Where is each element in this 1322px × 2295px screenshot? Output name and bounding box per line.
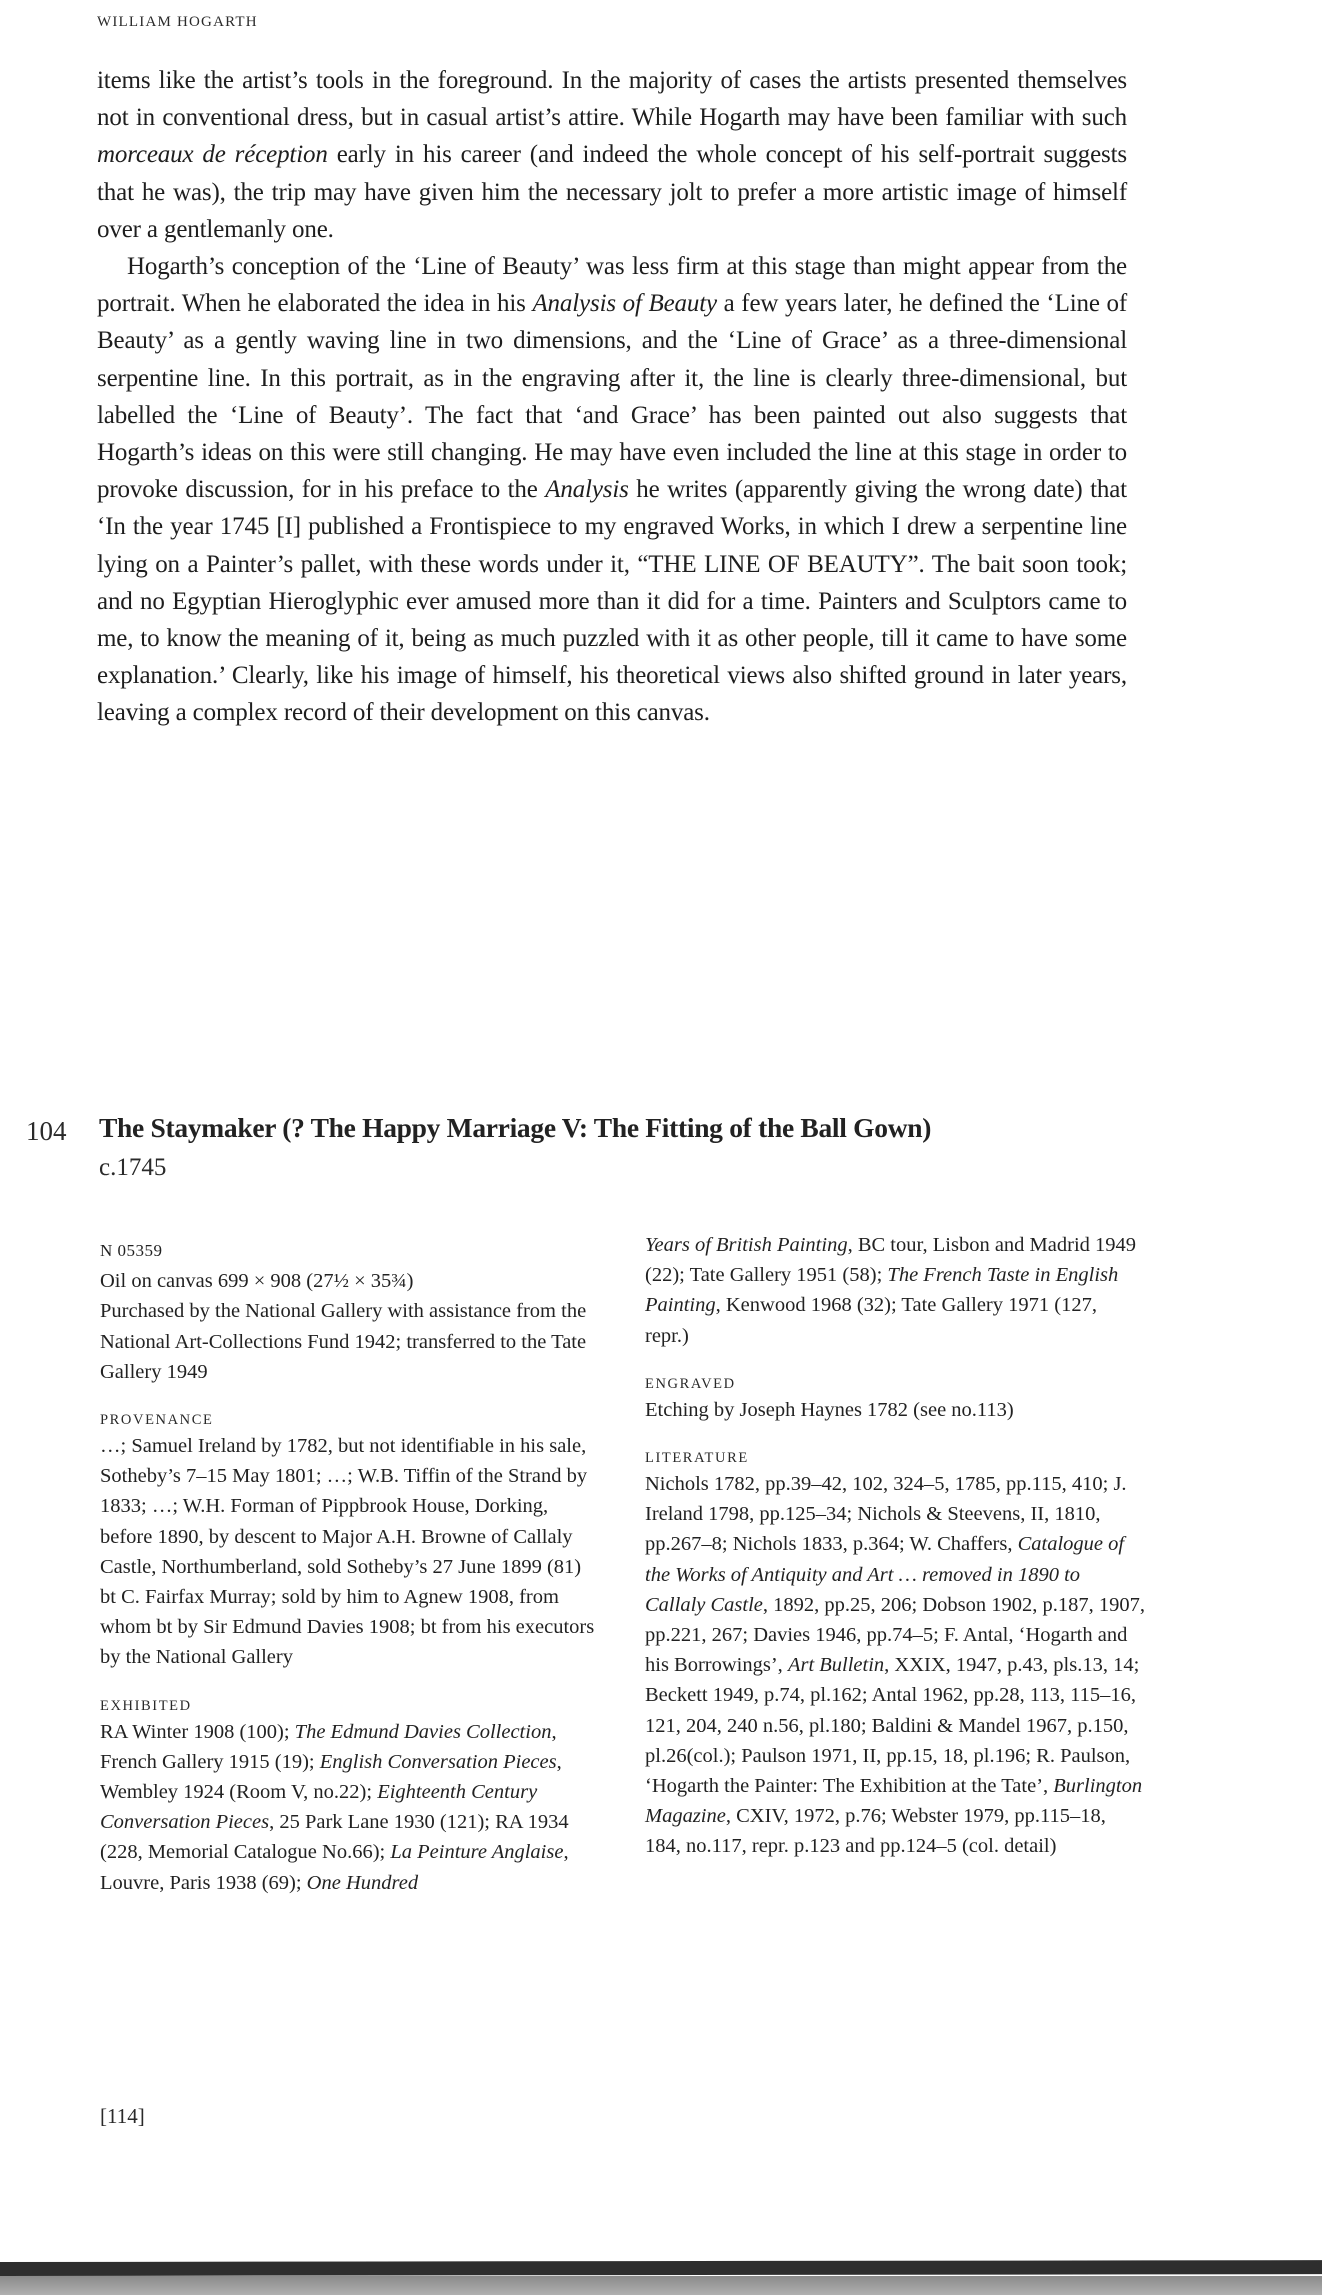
page-number: [114] [100, 2104, 145, 2128]
entry-column-left [100, 1236, 600, 1898]
text-run: , Louvre, Paris 1938 (69); [100, 1841, 569, 1894]
italic-text: Burlington Magazine [645, 1775, 1143, 1828]
italic-text: The Edmund Davies Collection [294, 1720, 552, 1743]
text-run: …; Samuel Ireland by 1782, but not identifiable in his sale, Sotheby’s 7–15 May 1801; …; W.B. Tiffin of the Strand by 1833; …; W.H. Forman of Pippbrook House, Dorking, before 1890, by descent to Major A.H. Browne of Callaly Castle, Northumberland, sold Sotheby’s 27 June 1899 (81) bt C. Fairfax Murray; sold by him to Agnew 1908, from whom bt by Sir Edmund Davies 1908; bt from his executors by the National Gallery [100, 1435, 595, 1669]
engraved-text [645, 1395, 1145, 1425]
italic-text: Art Bulletin [787, 1654, 885, 1677]
text-run: a few years later, he defined the ‘Line of Beauty’ as a gently waving line in two dimensions, and the ‘Line of Grace’ as a three-dimensional serpentine line. In this portrait, as in the engraving after it, the line is clearly three-dimensional, but labelled the ‘Line of Beauty’. The fact that ‘and Grace’ has been painted out also suggests that Hogarth’s ideas on this were still changing. He may have even included the line at this stage in order to provoke discussion, for in his preface to the [97, 290, 1127, 504]
text-run: items like the artist’s tools in the foreground. In the majority of cases the artists presented themselves not in conventional dress, but in casual artist’s attire. While Hogarth may have been familiar with such [97, 67, 1127, 132]
text-run: , XXIX, 1947, p.43, pls.13, 14; Beckett 1949, p.74, pl.162; Antal 1962, pp.28, 113, 115–16, 121, 204, 240 n.56, pl.180; Baldini & Mandel 1967, p.150, pl.26(col.); Paulson 1971, II, pp.15, 18, pl.196; R. Paulson, ‘Hogarth the Painter: The Exhibition at the Tate’, [645, 1654, 1140, 1798]
provenance-label: PROVENANCE [100, 1412, 214, 1429]
text-run: , 1892, pp.25, 206; Dobson 1902, p.187, 1907, pp.221, 267; Davies 1946, pp.74–5; F. Antal, ‘Hogarth and his Borrowings’, [645, 1593, 1145, 1677]
italic-text: Analysis [545, 476, 629, 504]
catalogue-number: N 05359 [100, 1241, 163, 1260]
medium-dimensions: Oil on canvas 699 × 908 (27½ × 35¾) [100, 1270, 414, 1293]
entry-column-right [645, 1230, 1145, 1862]
literature-text [645, 1469, 1145, 1862]
essay-paragraph [97, 248, 1127, 732]
italic-text: Catalogue of the Works of Antiquity and Art … removed in 1890 to Callaly Castle [645, 1533, 1125, 1616]
italic-text: morceaux de réception [97, 141, 328, 169]
text-run: , BC tour, Lisbon and Madrid 1949 (22); Tate Gallery 1951 (58); [645, 1234, 1137, 1287]
exhibited-text-continued [645, 1230, 1145, 1351]
italic-text: Eighteenth Century Conversation Pieces [100, 1781, 538, 1834]
text-run: he writes (apparently giving the wrong date) that ‘In the year 1745 [I] published a Frontispiece to my engraved Works, in which I drew a serpentine line lying on a Painter’s pallet, with these words under it, “THE LINE OF BEAUTY”. The bait soon took; and no Egyptian Hieroglyphic ever amused more than it did for a time. Painters and Sculptors came to me, to know the meaning of it, being as much puzzled with it as other people, till it came to have some explanation.’ Clearly, like his image of himself, his theoretical views also shifted ground in later years, leaving a complex record of their development on this canvas. [97, 476, 1127, 727]
exhibited-label: EXHIBITED [100, 1697, 192, 1714]
essay-paragraph [97, 62, 1127, 248]
text-run: Hogarth’s conception of the ‘Line of Beauty’ was less firm at this stage than might appear from the portrait. When he elaborated the idea in his [97, 253, 1127, 318]
italic-text: One Hundred [306, 1871, 419, 1894]
scan-bed-border [0, 2276, 1322, 2295]
text-run: , 25 Park Lane 1930 (121); RA 1934 (228, Memorial Catalogue No.66); [100, 1811, 569, 1864]
provenance-text [100, 1431, 600, 1673]
italic-text: The French Taste in English Painting [645, 1264, 1119, 1317]
text-run: RA Winter 1908 (100); [100, 1720, 295, 1743]
entry-date: c.1745 [99, 1154, 167, 1181]
text-run: , French Gallery 1915 (19); [100, 1720, 557, 1773]
scan-edge-shadow [0, 2260, 1322, 2276]
engraved-label: ENGRAVED [645, 1375, 736, 1392]
text-run: , Kenwood 1968 (32); Tate Gallery 1971 (127, repr.) [645, 1294, 1097, 1347]
italic-text: English Conversation Pieces [319, 1750, 557, 1773]
text-run: Nichols 1782, pp.39–42, 102, 324–5, 1785, pp.115, 410; J. Ireland 1798, pp.125–34; Nichols & Steevens, II, 1810, pp.267–8; Nichols 1833, p.364; W. Chaffers, [645, 1473, 1127, 1556]
essay-body [97, 62, 1127, 732]
exhibited-text [100, 1717, 600, 1898]
text-run: , Wembley 1924 (Room V, no.22); [100, 1750, 562, 1804]
text-run: , CXIV, 1972, p.76; Webster 1979, pp.115–18, 184, no.117, repr. p.123 and pp.124–5 (col. detail) [645, 1805, 1106, 1858]
italic-text: Analysis of Beauty [532, 290, 717, 318]
entry-title: The Staymaker (? The Happy Marriage V: The Fitting of the Ball Gown) [99, 1112, 932, 1143]
italic-text: Years of British Painting [645, 1234, 848, 1256]
entry-number: 104 [26, 1116, 67, 1146]
running-head: WILLIAM HOGARTH [97, 14, 258, 30]
text-run: early in his career (and indeed the whole concept of his self-portrait suggests that he was), the trip may have given him the necessary jolt to prefer a more artistic image of himself over a gentlemanly one. [97, 141, 1127, 243]
literature-label: LITERATURE [645, 1450, 749, 1467]
italic-text: La Peinture Anglaise [390, 1841, 564, 1864]
text-run: Etching by Joseph Haynes 1782 (see no.113) [645, 1398, 1014, 1421]
acquisition-note: Purchased by the National Gallery with assistance from the National Art-Collections Fund 1942; transferred to the Tate Gallery 1949 [100, 1300, 587, 1383]
